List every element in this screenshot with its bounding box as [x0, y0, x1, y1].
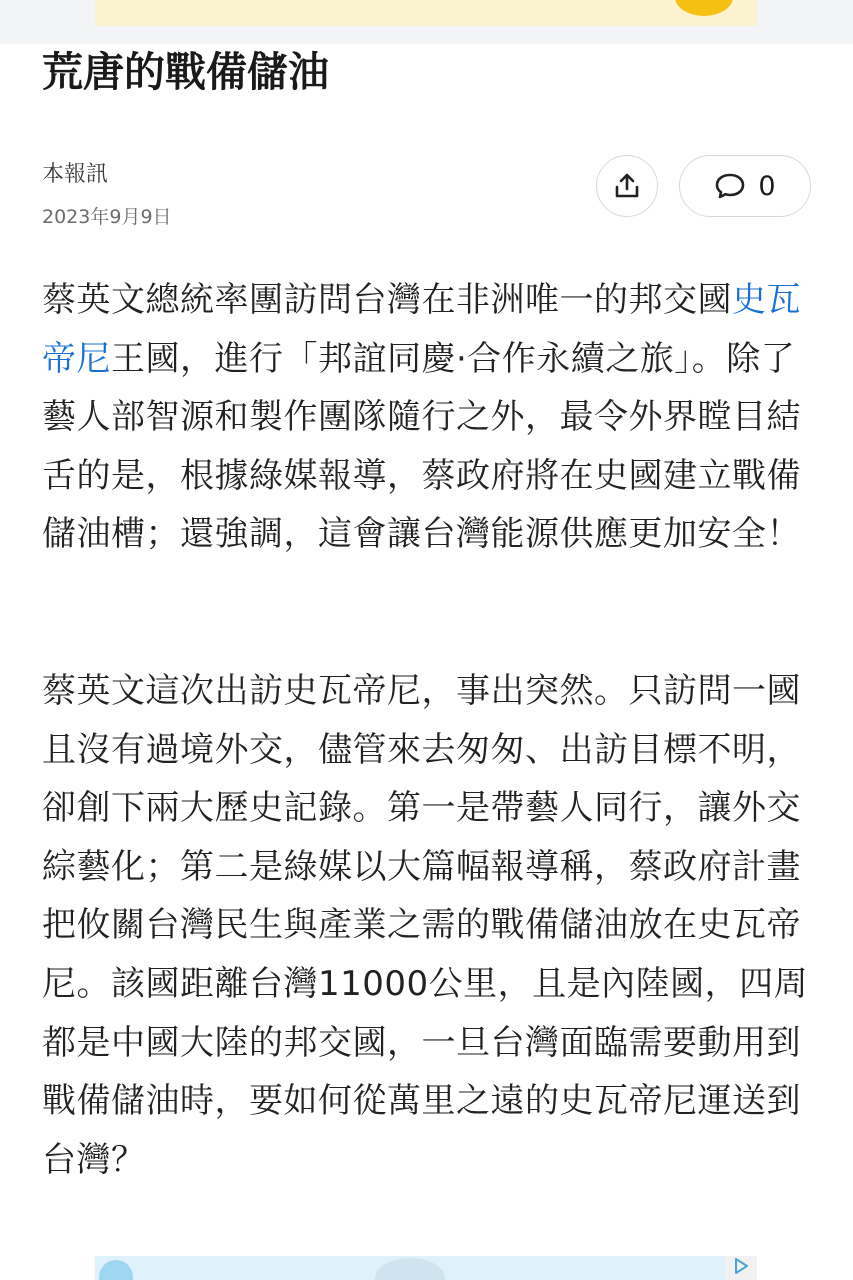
paragraph-text: 蔡英文總統率團訪問台灣在非洲唯一的邦交國 — [42, 280, 732, 320]
ad-graphic — [99, 1260, 133, 1280]
top-ad-strip — [0, 0, 853, 44]
link-eswatini[interactable]: 史瓦帝尼 — [42, 280, 801, 379]
ad-choices-button[interactable] — [725, 1256, 757, 1280]
comment-bubble-icon — [714, 171, 746, 201]
share-button[interactable] — [596, 155, 658, 217]
comment-count: 0 — [758, 170, 776, 202]
ad-choices-icon — [731, 1256, 751, 1276]
article-source: 本報訊 — [42, 162, 109, 187]
ad-graphic — [375, 1258, 445, 1280]
article-paragraph-2: 蔡英文這次出訪史瓦帝尼，事出突然。只訪問一國且沒有過境外交，儘管來去匆匆、出訪目標不明，卻創下兩大歷史記錄。第一是帶藝人同行，讓外交綜藝化；第二是綠媒以大篇幅報導稱，蔡政府計畫把攸關台灣民生與產業之需的戰備儲油放在史瓦帝尼。該國距離台灣11000公里，且是內陸國，四周都是中國大陸的邦交國，一旦台灣面臨需要動用到戰備儲油時，要如何從萬里之遠的史瓦帝尼運送到台灣？ — [42, 671, 809, 1180]
article-date: 2023年9月9日 — [42, 206, 172, 228]
bottom-banner-ad[interactable] — [95, 1256, 757, 1280]
top-banner-ad[interactable] — [95, 0, 757, 26]
article-paragraph-1 — [42, 271, 817, 564]
comment-button[interactable] — [679, 155, 811, 217]
article-title: 荒唐的戰備儲油 — [42, 48, 329, 96]
coin-icon — [675, 0, 733, 16]
share-upload-icon — [612, 171, 642, 201]
paragraph-text: 王國，進行「邦誼同慶·合作永續之旅」。除了藝人部智源和製作團隊隨行之外，最令外界瞠目結舌的是，根據綠媒報導，蔡政府將在史國建立戰備儲油槽；還強調，這會讓台灣能源供應更加安全！ — [42, 338, 801, 555]
